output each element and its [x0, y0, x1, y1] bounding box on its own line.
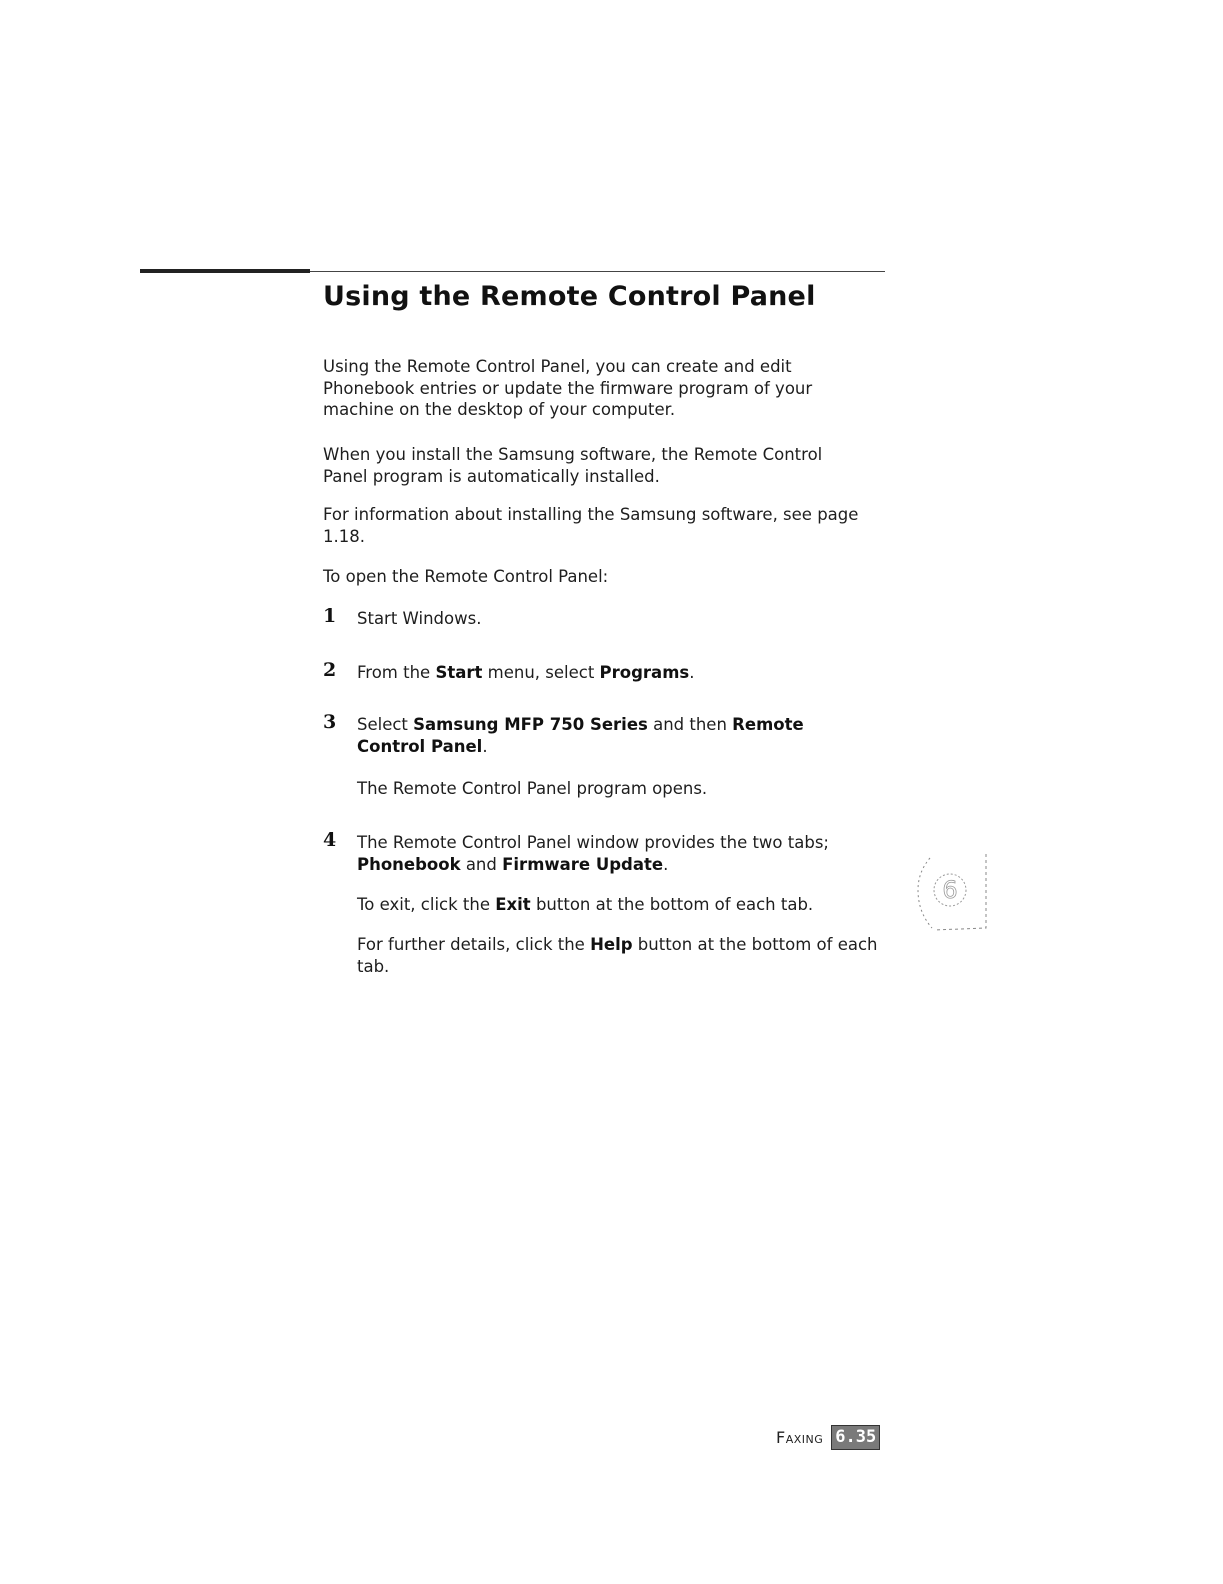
step-4-number: 4: [323, 829, 337, 851]
firmware-update-term: Firmware Update: [502, 854, 664, 874]
step-4-text: The Remote Control Panel window provides the two tabs; Phonebook and Firmware Update.: [357, 833, 829, 874]
step-2-text: From the Start menu, select Programs.: [357, 663, 695, 682]
remote-control-panel-term: Remote Control Panel: [357, 715, 804, 756]
exit-term: Exit: [495, 895, 531, 914]
page-footer: [776, 1423, 880, 1451]
samsung-series-term: Samsung MFP 750 Series: [413, 715, 648, 734]
help-term: Help: [590, 935, 633, 954]
footer-section-name: Faxing: [776, 1427, 824, 1447]
page-title: Using the Remote Control Panel: [323, 281, 816, 312]
header-rule-thin: [310, 271, 885, 272]
programs-term: Programs: [599, 663, 690, 682]
intro-paragraph: Using the Remote Control Panel, you can create and edit Phonebook entries or update the firmware program of your machine on the desktop of your computer.: [323, 357, 813, 419]
start-menu-term: Start: [435, 663, 483, 682]
step-1-number: 1: [323, 605, 337, 627]
step-4-exit-note: To exit, click the Exit button at the bottom of each tab.: [357, 895, 814, 914]
step-4-help-note: For further details, click the Help button at the bottom of each tab.: [357, 935, 878, 976]
install-paragraph: When you install the Samsung software, the Remote Control Panel program is automatically installed.: [323, 445, 823, 486]
open-instruction: To open the Remote Control Panel:: [323, 567, 609, 586]
info-paragraph: For information about installing the Samsung software, see page 1.18.: [323, 505, 859, 546]
step-1-text: Start Windows.: [357, 609, 482, 628]
header-rule-thick: [140, 269, 310, 273]
chapter-tab-graphic: [912, 850, 990, 934]
step-3-text: Select Samsung MFP 750 Series and then Remote Control Panel.: [357, 715, 804, 756]
chapter-number: 6: [942, 876, 958, 904]
step-3-number: 3: [323, 711, 337, 733]
phonebook-term: Phonebook: [357, 854, 461, 874]
header-rule: [140, 268, 885, 274]
step-2-number: 2: [323, 659, 337, 681]
chapter-6-tab-icon: [912, 850, 990, 934]
step-3-note: The Remote Control Panel program opens.: [357, 779, 708, 798]
footer-page-number: 6.35: [831, 1425, 880, 1450]
